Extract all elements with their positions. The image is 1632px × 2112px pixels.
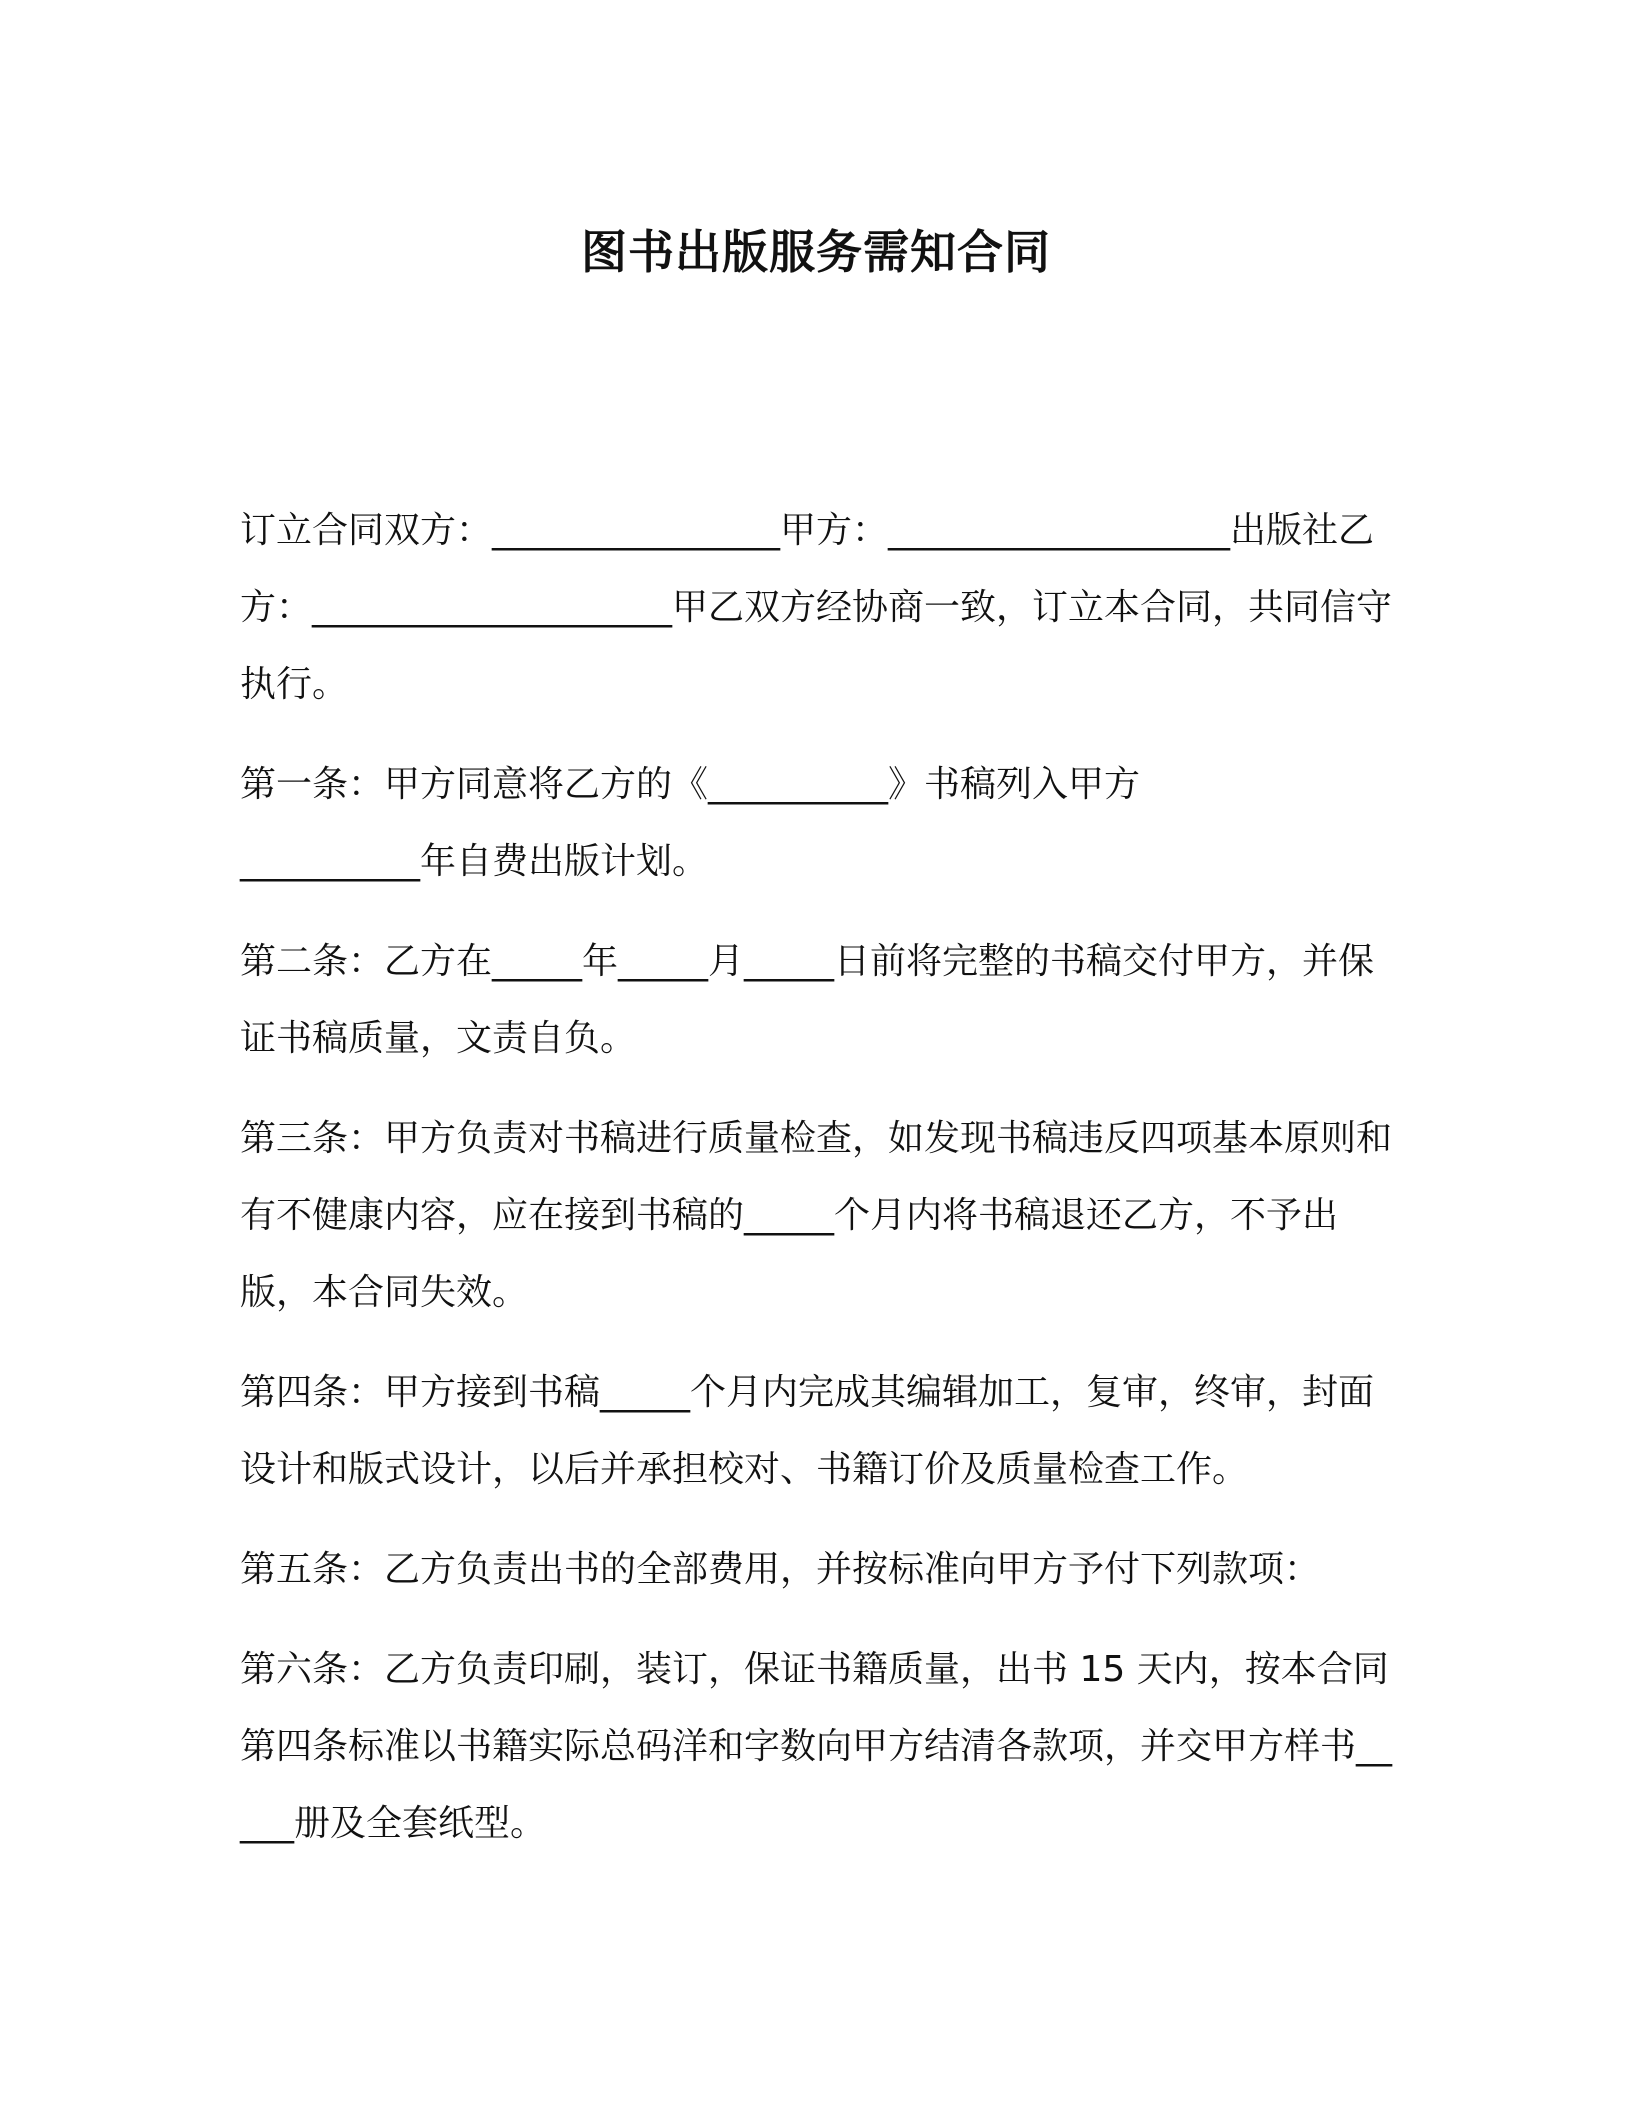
paragraph-article-4: 第四条：甲方接到书稿_____个月内完成其编辑加工，复审，终审，封面设计和版式设计，以后并承担校对、书籍订价及质量检查工作。 xyxy=(240,1372,1375,1490)
paragraph-article-6: 第六条：乙方负责印刷，装订，保证书籍质量，出书 15 天内，按本合同第四条标准以书籍实际总码洋和字数向甲方结清各款项，并交甲方样书_____册及全套纸型。 xyxy=(240,1649,1393,1844)
document-body xyxy=(240,492,1400,1885)
paragraph-article-3: 第三条：甲方负责对书稿进行质量检查，如发现书稿违反四项基本原则和有不健康内容，应在接到书稿的_____个月内将书稿退还乙方，不予出版，本合同失效。 xyxy=(240,1118,1393,1313)
paragraph-article-1: 第一条：甲方同意将乙方的《__________》书稿列入甲方 __________年自费出版计划。 xyxy=(240,764,1141,882)
document-title: 图书出版服务需知合同 xyxy=(581,225,1051,279)
paragraph-article-2: 第二条：乙方在_____年_____月_____日前将完整的书稿交付甲方，并保证书稿质量，文责自负。 xyxy=(240,941,1375,1059)
paragraph-parties: 订立合同双方：________________甲方：___________________出版社乙方：____________________甲乙双方经协商一致，订立本合同，共同信守执行。 xyxy=(240,510,1393,705)
paragraph-article-5: 第五条：乙方负责出书的全部费用，并按标准向甲方予付下列款项： xyxy=(240,1549,1321,1590)
